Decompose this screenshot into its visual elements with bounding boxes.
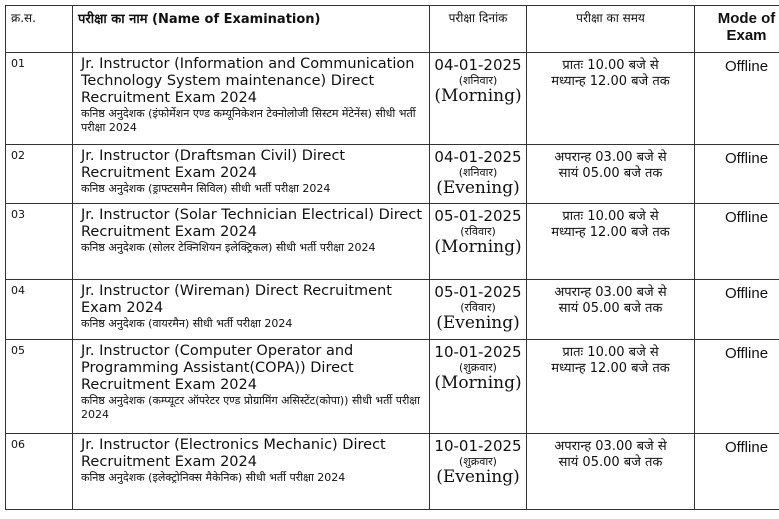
time-to: सायं 05.00 बजे तक <box>558 166 663 181</box>
table-row <box>6 53 779 145</box>
time-from: अपरान्ह 03.00 बजे से <box>554 150 667 165</box>
row-sno: 04 <box>6 280 73 340</box>
exam-date: 04-01-2025 <box>434 148 522 166</box>
header-date: परीक्षा दिनांक <box>430 6 527 53</box>
table-row <box>6 280 779 340</box>
exam-name-english: Jr. Instructor (Computer Operator and Programming Assistant(COPA)) Direct Recruitment Exam 2024 <box>81 343 354 393</box>
row-time-cell <box>527 340 695 434</box>
table-row <box>6 340 779 434</box>
row-mode: Offline <box>695 340 779 434</box>
row-date-cell <box>430 53 527 145</box>
row-sno: 02 <box>6 145 73 204</box>
exam-name-hindi: कनिष्ठ अनुदेशक (सोलर टेक्निशियन इलेक्ट्रिकल) सीधी भर्ती परीक्षा 2024 <box>81 241 376 254</box>
exam-shift: (Morning) <box>434 237 522 257</box>
header-exam-name: परीक्षा का नाम (Name of Examination) <box>73 6 430 53</box>
row-date-cell <box>430 340 527 434</box>
row-mode: Offline <box>695 53 779 145</box>
table-row <box>6 204 779 280</box>
time-from: प्रातः 10.00 बजे से <box>562 209 659 224</box>
row-exam-name <box>73 340 430 434</box>
row-time-cell <box>527 53 695 145</box>
time-to: सायं 05.00 बजे तक <box>558 455 663 470</box>
exam-schedule <box>5 5 779 510</box>
header-sno: क्र.स. <box>6 6 73 53</box>
time-to: मध्यान्ह 12.00 बजे तक <box>551 361 670 376</box>
row-sno: 05 <box>6 340 73 434</box>
exam-date: 05-01-2025 <box>434 283 522 301</box>
exam-shift: (Evening) <box>436 178 520 198</box>
exam-name-english: Jr. Instructor (Electronics Mechanic) Direct Recruitment Exam 2024 <box>81 437 386 470</box>
exam-name-hindi: कनिष्ठ अनुदेशक (वायरमैन) सीधी भर्ती परीक्षा 2024 <box>81 317 293 330</box>
time-to: सायं 05.00 बजे तक <box>558 301 663 316</box>
exam-day: (शनिवार) <box>458 166 498 179</box>
exam-shift: (Morning) <box>434 86 522 106</box>
exam-name-english: Jr. Instructor (Solar Technician Electrical) Direct Recruitment Exam 2024 <box>81 207 423 240</box>
header-mode <box>695 6 779 53</box>
row-exam-name <box>73 280 430 340</box>
time-from: प्रातः 10.00 बजे से <box>562 58 659 73</box>
header-mode-line1: Mode of <box>717 10 776 27</box>
exam-day: (रविवार) <box>460 301 496 314</box>
header-row <box>6 6 779 53</box>
header-mode-line2: Exam <box>726 27 767 44</box>
row-sno: 03 <box>6 204 73 280</box>
exam-date: 05-01-2025 <box>434 207 522 225</box>
exam-name-hindi: कनिष्ठ अनुदेशक (ड्राफ्टसमैन सिविल) सीधी भर्ती परीक्षा 2024 <box>81 182 331 195</box>
exam-day: (रविवार) <box>460 225 496 238</box>
row-date-cell <box>430 280 527 340</box>
row-exam-name <box>73 53 430 145</box>
table-row <box>6 145 779 204</box>
time-to: मध्यान्ह 12.00 बजे तक <box>551 225 670 240</box>
row-time-cell <box>527 280 695 340</box>
row-mode: Offline <box>695 280 779 340</box>
exam-name-hindi: कनिष्ठ अनुदेशक (कम्प्यूटर ऑपरेटर एण्ड प्रोग्रामिंग असिस्टेंट(कोपा)) सीधी भर्ती परीक्षा 2024 <box>81 394 421 421</box>
exam-name-english: Jr. Instructor (Draftsman Civil) Direct Recruitment Exam 2024 <box>81 148 346 181</box>
row-mode: Offline <box>695 145 779 204</box>
row-exam-name <box>73 145 430 204</box>
exam-day: (शुक्रवार) <box>459 455 497 468</box>
exam-schedule-table <box>5 5 779 510</box>
exam-date: 10-01-2025 <box>434 437 522 455</box>
exam-name-english: Jr. Instructor (Wireman) Direct Recruitment Exam 2024 <box>81 283 392 316</box>
exam-name-hindi: कनिष्ठ अनुदेशक (इंफोर्मेशन एण्ड कम्यूनिकेशन टेक्नोलोजी सिस्टम मेंटेनेंस) सीधी भर्ती परीक्षा 2024 <box>81 107 416 134</box>
time-to: मध्यान्ह 12.00 बजे तक <box>551 74 670 89</box>
time-from: अपरान्ह 03.00 बजे से <box>554 439 667 454</box>
exam-date: 04-01-2025 <box>434 56 522 74</box>
exam-shift: (Morning) <box>434 373 522 393</box>
row-mode: Offline <box>695 204 779 280</box>
row-time-cell <box>527 434 695 510</box>
row-date-cell <box>430 434 527 510</box>
exam-shift: (Evening) <box>436 467 520 487</box>
exam-date: 10-01-2025 <box>434 343 522 361</box>
row-time-cell <box>527 145 695 204</box>
exam-day: (शुक्रवार) <box>459 361 497 374</box>
time-from: अपरान्ह 03.00 बजे से <box>554 285 667 300</box>
header-time: परीक्षा का समय <box>527 6 695 53</box>
row-time-cell <box>527 204 695 280</box>
row-exam-name <box>73 434 430 510</box>
row-mode: Offline <box>695 434 779 510</box>
row-date-cell <box>430 204 527 280</box>
exam-day: (शनिवार) <box>458 74 498 87</box>
time-from: प्रातः 10.00 बजे से <box>562 345 659 360</box>
table-row <box>6 434 779 510</box>
row-sno: 01 <box>6 53 73 145</box>
row-date-cell <box>430 145 527 204</box>
exam-shift: (Evening) <box>436 313 520 333</box>
row-exam-name <box>73 204 430 280</box>
exam-name-hindi: कनिष्ठ अनुदेशक (इलेक्ट्रोनिक्स मैकेनिक) सीधी भर्ती परीक्षा 2024 <box>81 471 346 484</box>
row-sno: 06 <box>6 434 73 510</box>
exam-name-english: Jr. Instructor (Information and Communication Technology System maintenance) Direct Recruitment Exam 2024 <box>81 56 415 106</box>
